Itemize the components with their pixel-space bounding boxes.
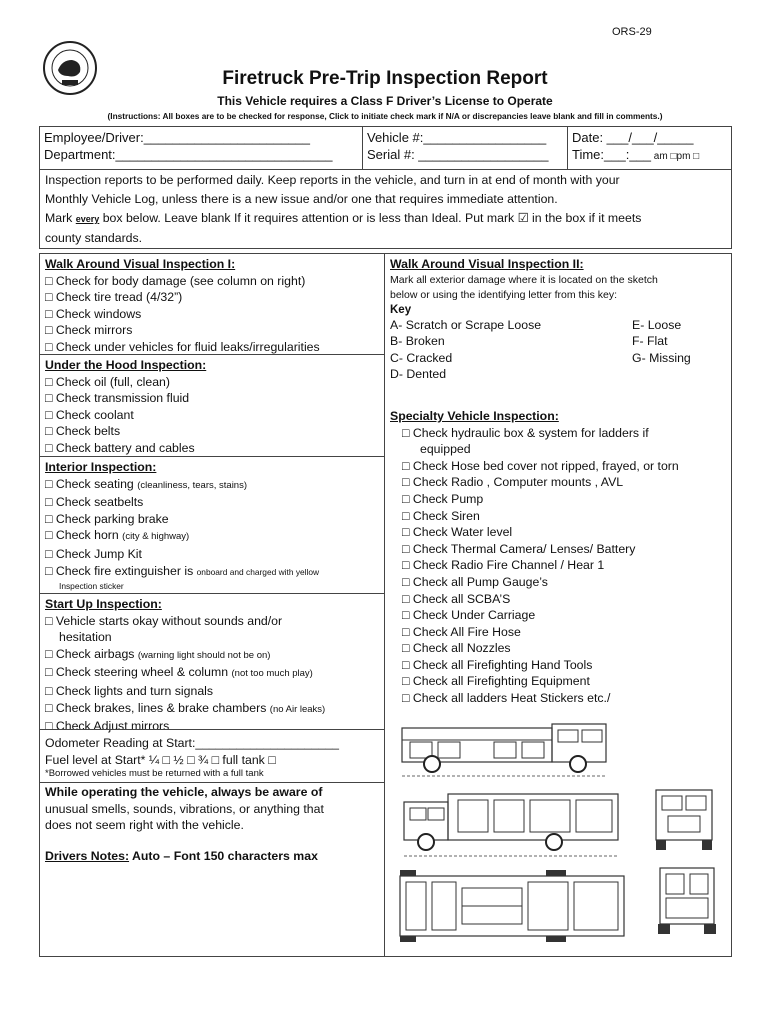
- employee-cell: [39, 126, 363, 170]
- date-field[interactable]: Date: ___/___/_____: [572, 130, 694, 145]
- hood-section: [39, 354, 385, 457]
- walk-around-1-section: [39, 253, 385, 355]
- employee-field[interactable]: Employee/Driver:_______________________: [44, 130, 310, 145]
- firetruck-left-sketch-icon[interactable]: [398, 784, 626, 860]
- specialty-item[interactable]: □ Check Siren: [402, 508, 480, 523]
- specialty-item[interactable]: □ Check Pump: [402, 491, 484, 506]
- extinguisher-item[interactable]: [45, 563, 379, 581]
- key-e: E- Loose: [632, 317, 682, 332]
- specialty-item[interactable]: □ Check all Firefighting Hand Tools: [402, 657, 593, 672]
- odometer-field[interactable]: Odometer Reading at Start:_____________________: [45, 736, 339, 750]
- mark-every: every: [75, 214, 100, 224]
- startup-section: [39, 593, 385, 734]
- key-row: [390, 317, 726, 334]
- firetruck-rear-sketch-icon[interactable]: [652, 862, 722, 936]
- am-pm-checkboxes[interactable]: am □pm □: [651, 151, 700, 162]
- hood-heading: Under the Hood Inspection:: [45, 358, 207, 372]
- notice-line-4: county standards.: [45, 231, 143, 245]
- notice-line-3: [45, 209, 726, 229]
- vehicle-field[interactable]: Vehicle #:_________________: [367, 130, 547, 145]
- brakes-note: (no Air leaks): [269, 703, 326, 715]
- parking-brake-item[interactable]: □ Check parking brake: [45, 511, 169, 526]
- specialty-item[interactable]: □ Check Radio Fire Channel / Hear 1: [402, 558, 605, 573]
- hood-item[interactable]: □ Check battery and cables: [45, 440, 195, 455]
- page-title: Firetruck Pre-Trip Inspection Report: [222, 68, 548, 89]
- firetruck-top-sketch-icon[interactable]: [396, 868, 628, 944]
- seating-item[interactable]: [45, 476, 379, 495]
- key-d: D- Dented: [390, 367, 447, 382]
- extinguisher-label[interactable]: □ Check fire extinguisher is: [45, 563, 197, 578]
- extinguisher-note-2: Inspection sticker: [59, 581, 124, 592]
- airbags-item[interactable]: [45, 646, 379, 665]
- key-g: G- Missing: [632, 350, 691, 365]
- key-empty: [632, 366, 708, 383]
- specialty-item[interactable]: □ Check all Nozzles: [402, 641, 511, 656]
- walk1-item[interactable]: □ Check windows: [45, 306, 142, 321]
- key-b: B- Broken: [390, 334, 445, 349]
- date-cell: [567, 126, 732, 170]
- starts-okay-cont: hesitation: [59, 630, 112, 645]
- specialty-item[interactable]: □ Check all SCBA’S: [402, 591, 511, 606]
- startup-heading: Start Up Inspection:: [45, 597, 162, 611]
- notice-line-1: Inspection reports to be performed daily. Keep reports in the vehicle, and turn in at end of month with your: [45, 173, 620, 187]
- steering-label[interactable]: □ Check steering wheel & column: [45, 665, 232, 680]
- notes-section: [39, 782, 385, 957]
- specialty-item[interactable]: □ Check Hose bed cover not ripped, frayed, or torn: [402, 458, 679, 473]
- serial-field[interactable]: Serial #: __________________: [367, 147, 549, 162]
- hydraulic-item[interactable]: □ Check hydraulic box & system for ladders if: [402, 425, 649, 440]
- time-value[interactable]: Time:___:___: [572, 147, 652, 162]
- extinguisher-note: onboard and charged with yellow: [196, 566, 320, 577]
- walk1-heading: Walk Around Visual Inspection I:: [45, 257, 236, 271]
- operating-line-1: While operating the vehicle, always be aware of: [45, 785, 323, 799]
- key-a: A- Scratch or Scrape Loose: [390, 317, 542, 332]
- walk1-item[interactable]: □ Check mirrors: [45, 323, 133, 338]
- form-number: ORS-29: [612, 26, 652, 38]
- specialty-heading: Specialty Vehicle Inspection:: [390, 408, 559, 423]
- horn-label[interactable]: □ Check horn: [45, 528, 123, 543]
- walk1-item[interactable]: □ Check tire tread (4/32”): [45, 290, 183, 305]
- airbags-note: (warning light should not be on): [137, 649, 271, 661]
- brakes-label[interactable]: □ Check brakes, lines & brake chambers: [45, 700, 270, 715]
- seating-note: (cleanliness, tears, stains): [137, 479, 248, 491]
- hood-item[interactable]: □ Check transmission fluid: [45, 391, 190, 406]
- notice-box: [39, 169, 732, 249]
- steering-note: (not too much play): [231, 668, 313, 680]
- key-row: [390, 366, 726, 383]
- operating-line-3: does not seem right with the vehicle.: [45, 818, 244, 833]
- notice-line-2: Monthly Vehicle Log, unless there is a new issue and/or one that requires immediate attention.: [45, 192, 558, 206]
- odometer-section: [39, 729, 385, 783]
- firetruck-side-sketch-icon[interactable]: [398, 720, 626, 780]
- hood-item[interactable]: □ Check oil (full, clean): [45, 374, 170, 389]
- specialty-item[interactable]: □ Check All Fire Hose: [402, 624, 521, 639]
- department-field[interactable]: Department:______________________________: [44, 147, 333, 162]
- license-subtitle: This Vehicle requires a Class F Driver’s License to Operate: [217, 94, 553, 108]
- airbags-label[interactable]: □ Check airbags: [45, 646, 138, 661]
- hood-item[interactable]: □ Check coolant: [45, 407, 134, 422]
- walk2-heading: Walk Around Visual Inspection II:: [390, 257, 584, 271]
- key-row: [390, 350, 726, 367]
- hood-item[interactable]: □ Check belts: [45, 424, 121, 439]
- vehicle-cell: [362, 126, 568, 170]
- specialty-item[interactable]: □ Check Radio , Computer mounts , AVL: [402, 475, 624, 490]
- mirrors-adjust-item[interactable]: □ Check Adjust mirrors: [45, 719, 170, 734]
- interior-heading: Interior Inspection:: [45, 460, 157, 474]
- specialty-item[interactable]: □ Check all Firefighting Equipment: [402, 674, 590, 689]
- interior-section: [39, 456, 385, 594]
- walk1-item[interactable]: □ Check for body damage (see column on right): [45, 273, 306, 288]
- hydraulic-cont: equipped: [420, 442, 471, 457]
- jump-kit-item[interactable]: □ Check Jump Kit: [45, 546, 142, 561]
- fuel-level-field[interactable]: Fuel level at Start* ¼ □ ½ □ ¾ □ full tank □: [45, 753, 276, 767]
- drivers-notes-hint[interactable]: Auto – Font 150 characters max: [129, 848, 318, 863]
- key-c: C- Cracked: [390, 350, 453, 365]
- horn-item[interactable]: [45, 527, 379, 546]
- steering-item[interactable]: [45, 664, 379, 683]
- operating-line-2: unusual smells, sounds, vibrations, or anything that: [45, 801, 324, 816]
- key-f: F- Flat: [632, 334, 668, 349]
- drivers-notes-field[interactable]: [45, 848, 379, 865]
- specialty-item[interactable]: □ Check all ladders Heat Stickers etc./: [402, 691, 611, 706]
- specialty-item[interactable]: □ Check all Pump Gauge’s: [402, 574, 548, 589]
- mark-rest: box below. Leave blank If it requires attention or is less than Ideal. Put mark ☑ in the box if it meets: [99, 211, 642, 225]
- horn-note: (city & highway): [122, 531, 190, 543]
- specialty-item[interactable]: □ Check Water level: [402, 525, 513, 540]
- lights-item[interactable]: □ Check lights and turn signals: [45, 683, 214, 698]
- mark-prefix: Mark: [45, 211, 76, 225]
- walk2-desc-1: Mark all exterior damage where it is located on the sketch: [390, 273, 658, 286]
- key-label: Key: [390, 303, 412, 316]
- starts-okay-item[interactable]: □ Vehicle starts okay without sounds and/or: [45, 613, 283, 628]
- instructions-text: (Instructions: All boxes are to be checked for response, Click to initiate check mark if N/A or discrepancies leave blank and fill in comments.): [107, 111, 663, 121]
- walk1-item[interactable]: □ Check under vehicles for fluid leaks/irregularities: [45, 339, 320, 354]
- drivers-notes-label: Drivers Notes:: [45, 848, 130, 863]
- walk2-desc-2: below or using the identifying letter from this key:: [390, 288, 618, 301]
- time-field[interactable]: [572, 146, 727, 165]
- borrowed-note: *Borrowed vehicles must be returned with a full tank: [45, 768, 264, 779]
- brakes-item[interactable]: [45, 700, 379, 719]
- specialty-item[interactable]: □ Check Thermal Camera/ Lenses/ Battery: [402, 541, 636, 556]
- seatbelts-item[interactable]: □ Check seatbelts: [45, 495, 144, 510]
- key-row: [390, 333, 726, 350]
- seating-label[interactable]: □ Check seating: [45, 476, 138, 491]
- firetruck-front-sketch-icon[interactable]: [648, 784, 722, 854]
- specialty-item[interactable]: □ Check Under Carriage: [402, 608, 536, 623]
